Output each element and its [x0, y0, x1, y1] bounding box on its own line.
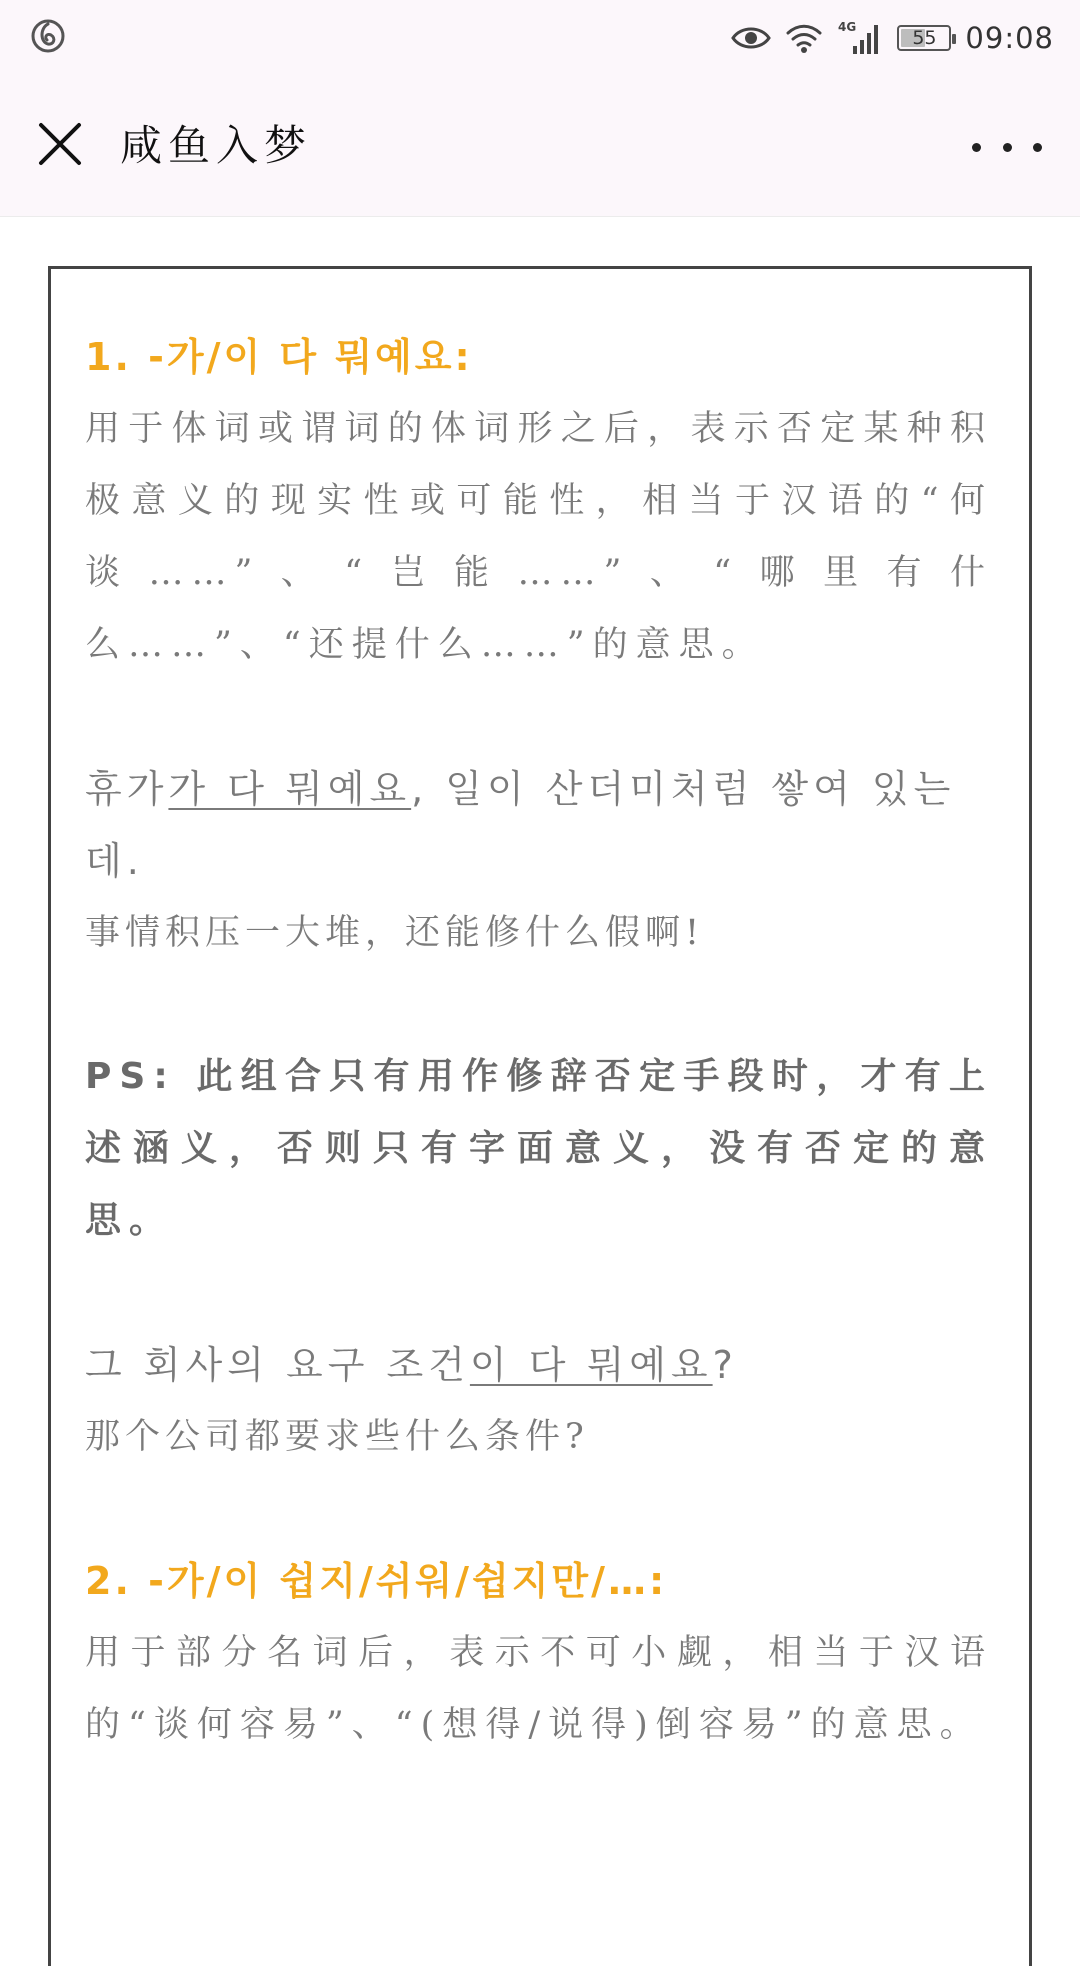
- example1-post: , 일이 산더미처럼 쌓여 있는데.: [85, 767, 956, 883]
- section1-example1-translation: 事情积压一大堆，还能修什么假啊!: [85, 913, 705, 953]
- article-card: [48, 266, 1032, 1966]
- close-icon: [37, 121, 83, 167]
- more-options-button[interactable]: [972, 122, 1042, 172]
- section1-explanation: 用于体词或谓词的体词形之后，表示否定某种积极意义的现实性或可能性，相当于汉语的“何谈……”、“岂能……”、“哪里有什么……”、“还提什么……”的意思。: [85, 409, 993, 665]
- more-dots-icon: [1033, 143, 1042, 152]
- battery-level-text: 55: [912, 27, 937, 49]
- example1-pre: 휴가: [85, 767, 169, 811]
- wifi-icon: [785, 22, 823, 54]
- example1-underlined: 가 다 뭐예요: [168, 767, 412, 811]
- status-icons: [731, 14, 1054, 62]
- netease-music-icon: [30, 18, 66, 54]
- more-dots-icon: [1003, 143, 1012, 152]
- cellular-signal-icon: [837, 20, 883, 56]
- close-button[interactable]: [32, 116, 88, 172]
- section1-example2-translation: 那个公司都要求些什么条件?: [85, 1417, 589, 1457]
- section1-heading: 1. -가/이 다 뭐예요:: [85, 335, 473, 379]
- section1-example2: [85, 1329, 993, 1401]
- page-title: 咸鱼入梦: [120, 121, 313, 170]
- section1-note: PS: 此组合只有用作修辞否定手段时，才有上述涵义，否则只有字面意义，没有否定的意思。: [85, 1056, 993, 1241]
- status-bar: [0, 0, 1080, 76]
- section2-explanation: 用于部分名词后，表示不可小觑，相当于汉语的“谈何容易”、“(想得/说得)倒容易”的意思。: [85, 1633, 993, 1745]
- example2-post: ?: [712, 1343, 738, 1387]
- eye-icon: [731, 23, 771, 53]
- example2-underlined: 이 다 뭐예요: [469, 1343, 713, 1387]
- title-bar: [0, 76, 1080, 217]
- svg-text:4G: 4G: [838, 20, 857, 34]
- battery-indicator: [897, 25, 951, 51]
- section2-heading: 2. -가/이 쉽지/쉬워/쉽지만/…:: [85, 1559, 668, 1603]
- section1-example1: [85, 753, 993, 897]
- more-dots-icon: [972, 143, 981, 152]
- example2-pre: 그 회사의 요구 조건: [85, 1343, 470, 1387]
- status-time: 09:08: [965, 21, 1054, 55]
